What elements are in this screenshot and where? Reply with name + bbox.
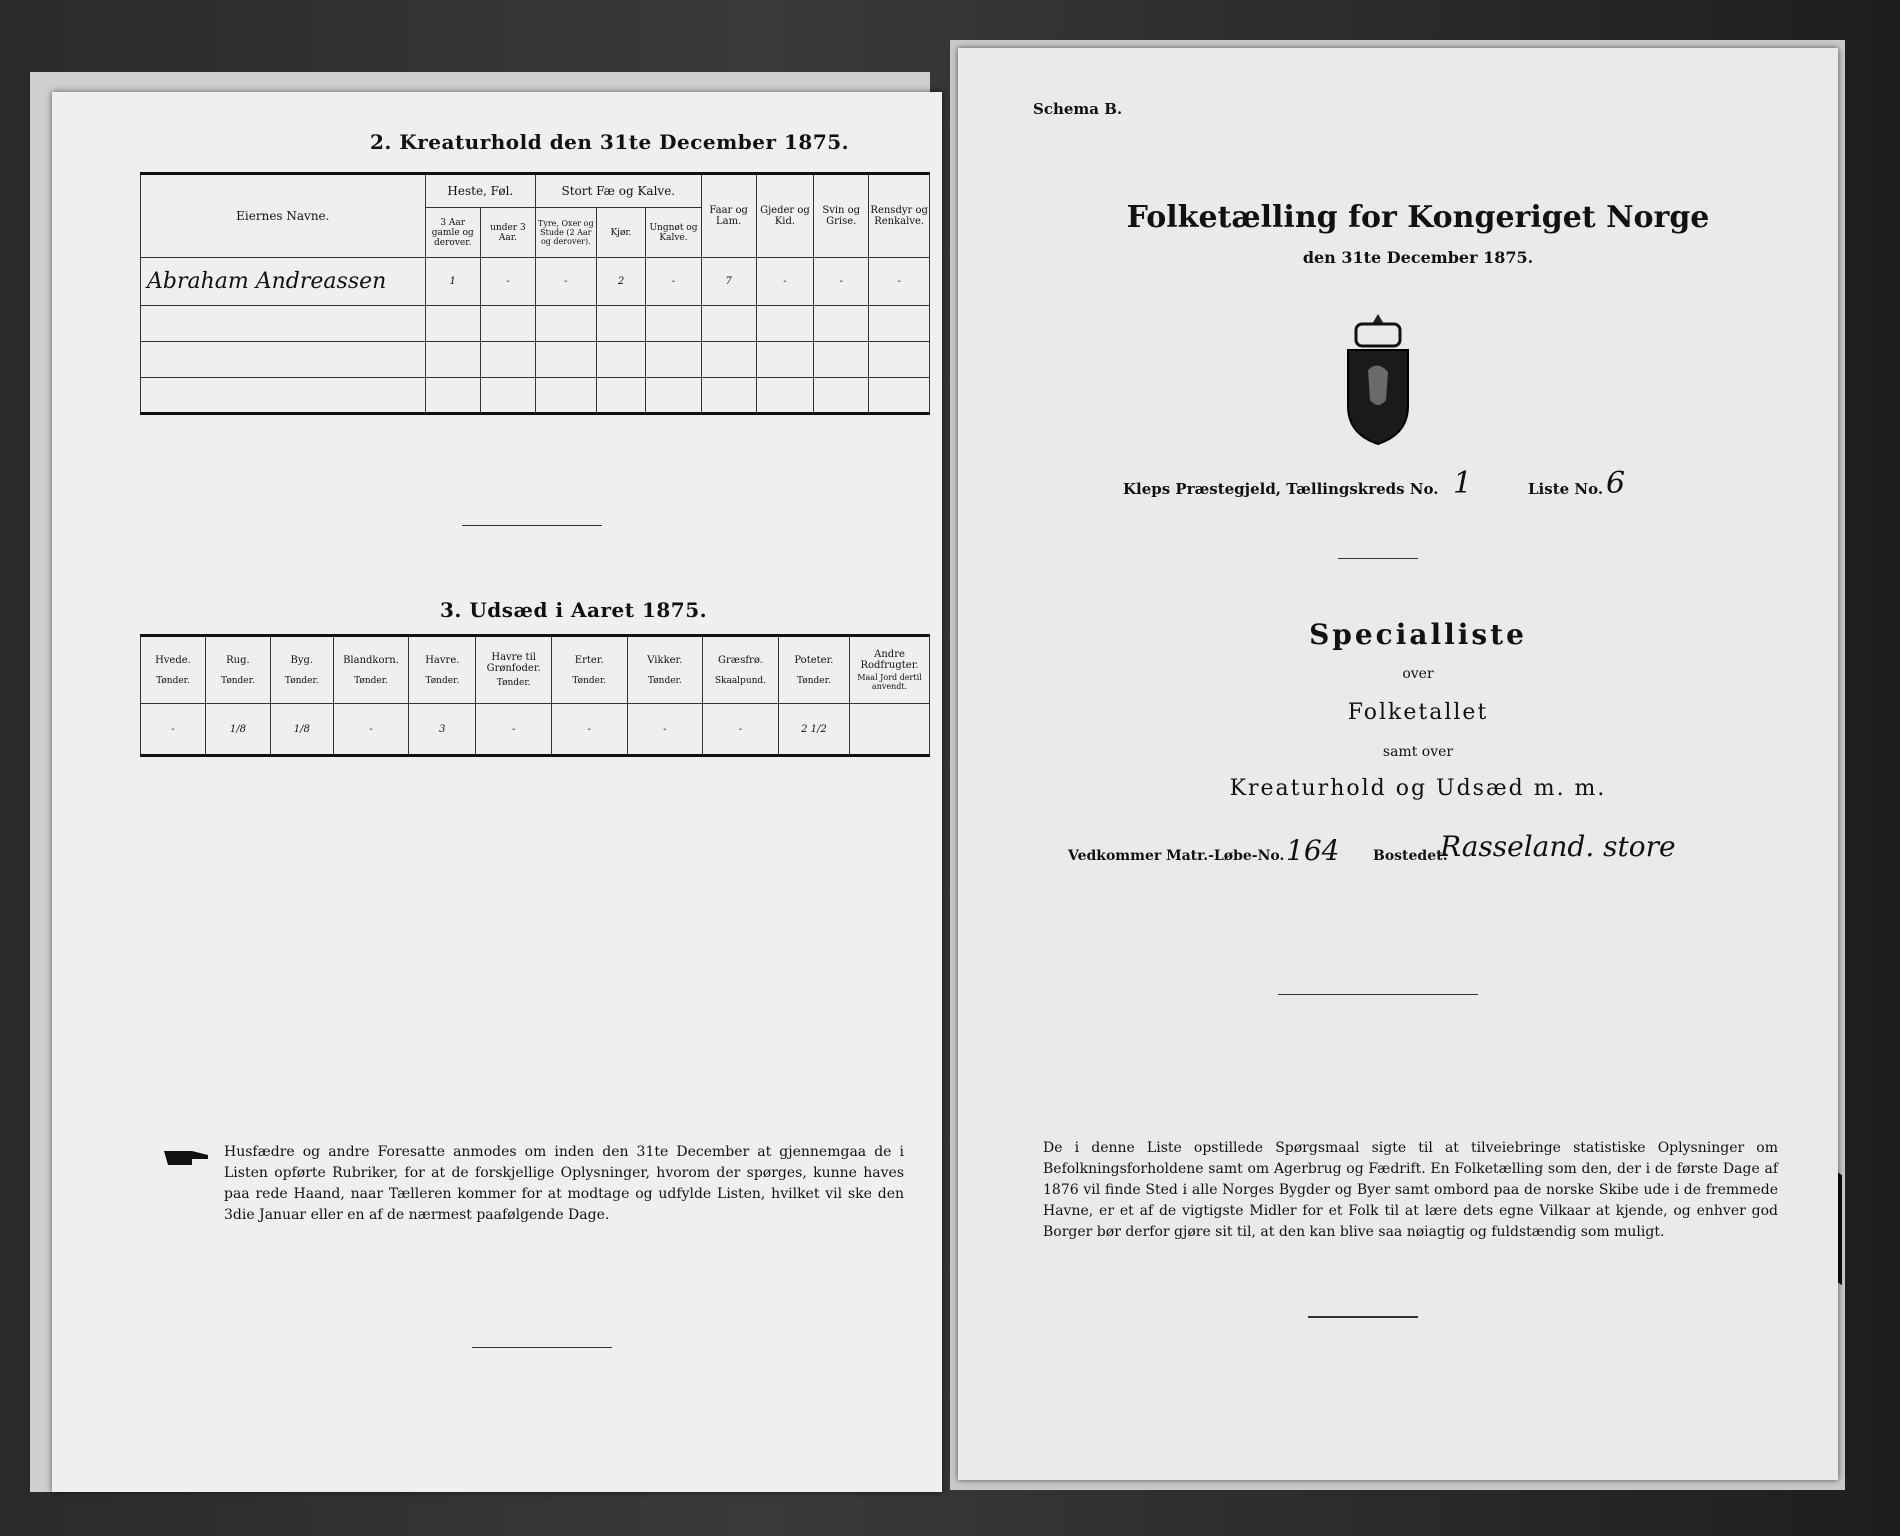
pointing-hand-icon [162,1145,212,1169]
col-pigs: Svin og Grise. [814,174,869,258]
bosted-label: Bostedet: [1373,848,1448,864]
cell-oats: 3 [409,704,476,756]
cell-young: - [646,258,701,306]
table-row [141,258,930,306]
col-potatoes: Poteter. [794,654,834,666]
col-oats-fodder: Havre til Grønfoder. [486,652,541,674]
divider [1308,1316,1418,1318]
cell-pigs: - [814,258,869,306]
cell-cows: 2 [596,258,646,306]
col-goats: Gjeder og Kid. [756,174,813,258]
cell-barley: 1/8 [270,704,333,756]
unit-label: Tønder. [797,675,831,686]
group-horses: Heste, Føl. [425,174,535,208]
col-grass-seed: Græsfrø. [718,654,763,666]
list-label: Liste No. [1528,480,1604,498]
district-number: 1 [1453,466,1473,501]
col-cows: Kjør. [596,208,646,258]
unit-label: Tønder. [647,675,682,686]
col-oxen: Tyre, Oxer og Stude (2 Aar og derover). [536,208,597,258]
col-peas: Erter. [574,654,604,666]
divider [1278,994,1478,995]
unit-label: Tønder. [284,675,319,686]
col-mixed-grain: Blandkorn. [343,654,399,666]
unit-label: Tønder. [572,675,607,686]
cell-wheat: - [141,704,206,756]
divider [462,525,602,526]
document-date: den 31te December 1875. [1302,248,1534,267]
group-cattle: Stort Fæ og Kalve. [536,174,702,208]
cell-peas: - [551,704,627,756]
cell-other-roots [850,704,930,756]
unit-label: Tønder. [156,675,190,686]
divider [472,1347,612,1348]
cell-goats: - [756,258,813,306]
col-owner-names: Eiernes Navne. [141,174,426,258]
unit-label: Tønder. [425,675,460,686]
schema-label: Schema B. [1033,100,1123,118]
text-folketallet: Folketallet [1347,700,1489,725]
matr-label: Vedkommer Matr.-Løbe-No. [1068,848,1285,864]
text-kreaturhold: Kreaturhold og Udsæd m. m. [1229,776,1607,801]
cell-oats-fodder: - [476,704,552,756]
coat-of-arms-icon [1338,310,1418,448]
parish-label: Kleps Præstegjeld, Tællingskreds No. [1123,480,1439,498]
divider [1338,558,1418,559]
cell-grass-seed: - [703,704,779,756]
table-row [141,704,930,756]
unit-label: Tønder. [221,675,255,686]
bosted-value: Rasseland. store [1440,830,1676,863]
right-notice: De i denne Liste opstillede Spørgsmaal sigte til at tilveiebringe statistiske Oplysninger om Befolkningsforholdene samt om Agerbrug og Fædrift. En Folketælling som den, der i de første Dage af 1876 vil finde Sted i alle Norges Bygder og Byer samt ombord paa de norske Skibe ude i de fremmede Havne, er et af de vigtigste Midler for et Folk til at lære dets egne Vilkaar at kjende, og enhver god Borger bør derfor gjøre sit til, at den kan blive saa nøiagtig og fuldstændig som muligt. [1043,1140,1778,1240]
cell-potatoes: 2 1/2 [778,704,849,756]
cell-oxen: - [536,258,597,306]
cell-horse-3plus: 1 [425,258,480,306]
left-page [52,92,942,1492]
unit-label: Maal Jord dertil anvendt. [857,673,922,691]
col-young: Ungnøt og Kalve. [646,208,701,258]
left-notice: Husfædre og andre Foresatte anmodes om inden den 31te December at gjennemgaa de i Listen opførte Rubriker, for at de forskjellige Oplysninger, hvorom der spørges, kunne haves paa rede Haand, naar Tælleren kommer for at modtage og udfylde Listen, hvilket vil ske den 3die Januar eller en af de nærmest paafølgende Dage. [224,1144,904,1223]
unit-label: Skaalpund. [714,675,767,686]
unit-label: Tønder. [354,675,388,686]
col-horse-3plus: 3 Aar gamle og derover. [425,208,480,258]
document-title: Folketælling for Kongeriget Norge [1126,200,1710,235]
cell-horse-under3: - [480,258,535,306]
livestock-table [140,172,930,415]
livestock-heading: 2. Kreaturhold den 31te December 1875. [370,130,850,154]
special-list-title: Specialliste [1309,618,1527,651]
cell-reindeer: - [869,258,930,306]
col-reindeer: Rensdyr og Renkalve. [869,174,930,258]
table-row [141,306,930,342]
list-number: 6 [1606,466,1626,501]
owner-name: Abraham Andreassen [141,258,426,306]
col-rye: Rug. [226,654,250,666]
col-sheep: Faar og Lam. [701,174,756,258]
text-over: over [1402,666,1434,682]
unit-label: Tønder. [496,678,531,688]
text-samt-over: samt over [1382,744,1454,760]
sowing-table [140,634,930,757]
col-horse-under3: under 3 Aar. [480,208,535,258]
col-wheat: Hvede. [155,654,191,666]
col-vetch: Vikker. [647,654,683,666]
col-barley: Byg. [290,654,314,666]
cell-rye: 1/8 [205,704,270,756]
cell-sheep: 7 [701,258,756,306]
matr-number: 164 [1286,834,1340,867]
table-row [141,378,930,414]
cell-vetch: - [627,704,703,756]
cell-mixed-grain: - [333,704,409,756]
table-row [141,342,930,378]
right-page [958,48,1838,1480]
col-other-roots: Andre Rodfrugter. [860,649,919,671]
sowing-heading: 3. Udsæd i Aaret 1875. [440,598,708,622]
col-oats: Havre. [425,654,460,666]
